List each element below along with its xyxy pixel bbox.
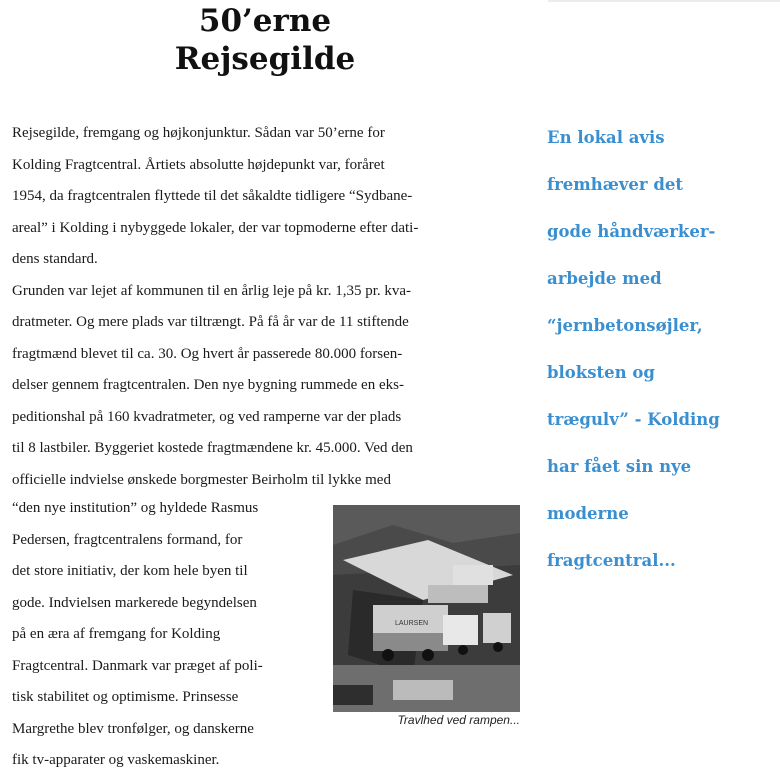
quote-line: “jernbetonsøjler, — [547, 316, 703, 335]
body-line: til 8 lastbiler. Byggeriet kostede fragtmændene kr. 45.000. Ved den — [12, 440, 413, 456]
body-line: Grunden var lejet af kommunen til en årlig leje på kr. 1,35 pr. kva- — [12, 282, 412, 299]
quote-line: moderne — [547, 504, 629, 523]
body-line: officielle indvielse ønskede borgmester Beirholm til lykke med — [12, 471, 391, 488]
body-line: 1954, da fragtcentralen flyttede til det såkaldte tidligere “Sydbane- — [12, 188, 413, 204]
body-line: det store initiativ, der kom hele byen til — [12, 563, 248, 579]
quote-line: fremhæver det — [547, 175, 684, 194]
body-line: areal” i Kolding i nybyggede lokaler, der var topmoderne efter dati- — [12, 219, 419, 236]
body-line: fragtmænd blevet til ca. 30. Og hvert år passerede 80.000 forsen- — [12, 345, 403, 362]
body-line: Rejsegilde, fremgang og højkonjunktur. Sådan var 50’erne for — [12, 125, 385, 141]
body-line: Kolding Fragtcentral. Årtiets absolutte højdepunkt var, foråret — [12, 156, 385, 173]
loading-dock-photo — [333, 505, 520, 712]
body-line: Margrethe blev tronfølger, og danskerne — [12, 720, 254, 737]
body-line: Fragtcentral. Danmark var præget af poli- — [12, 657, 263, 674]
quote-line: fragtcentral... — [547, 551, 676, 570]
body-line: peditionshal på 160 kvadratmeter, og ved ramperne var der plads — [12, 408, 402, 425]
body-line: Pedersen, fragtcentralens formand, for — [12, 531, 243, 548]
quote-line: gode håndværker- — [547, 222, 716, 241]
body-line: delser gennem fragtcentralen. Den nye bygning rummede en eks- — [12, 377, 404, 393]
photo-caption: Travlhed ved rampen... — [397, 713, 520, 727]
article-wrap-text — [12, 493, 322, 777]
pull-quote — [547, 114, 772, 584]
article-body — [12, 118, 512, 496]
body-line: fik tv-apparater og vaskemaskiner. — [12, 752, 220, 768]
quote-line: arbejde med — [547, 269, 662, 288]
quote-line: trægulv” - Kolding — [547, 410, 720, 429]
page-title — [150, 2, 380, 78]
quote-line: En lokal avis — [547, 128, 665, 147]
quote-line: bloksten og — [547, 363, 655, 382]
truck-sign: LAURSEN — [395, 620, 429, 627]
body-line: gode. Indvielsen markerede begyndelsen — [12, 594, 257, 611]
body-line: på en æra af fremgang for Kolding — [12, 626, 221, 642]
quote-line: har fået sin nye — [547, 457, 692, 476]
top-rule — [548, 0, 780, 2]
body-line: tisk stabilitet og optimisme. Prinsesse — [12, 689, 239, 705]
title-line-2: Rejsegilde — [174, 41, 356, 77]
title-line-1: 50’erne — [198, 3, 332, 39]
body-line: “den nye institution” og hyldede Rasmus — [12, 500, 259, 516]
body-line: dens standard. — [12, 251, 98, 267]
body-line: dratmeter. Og mere plads var tiltrængt. På få år var de 11 stiftende — [12, 314, 409, 330]
